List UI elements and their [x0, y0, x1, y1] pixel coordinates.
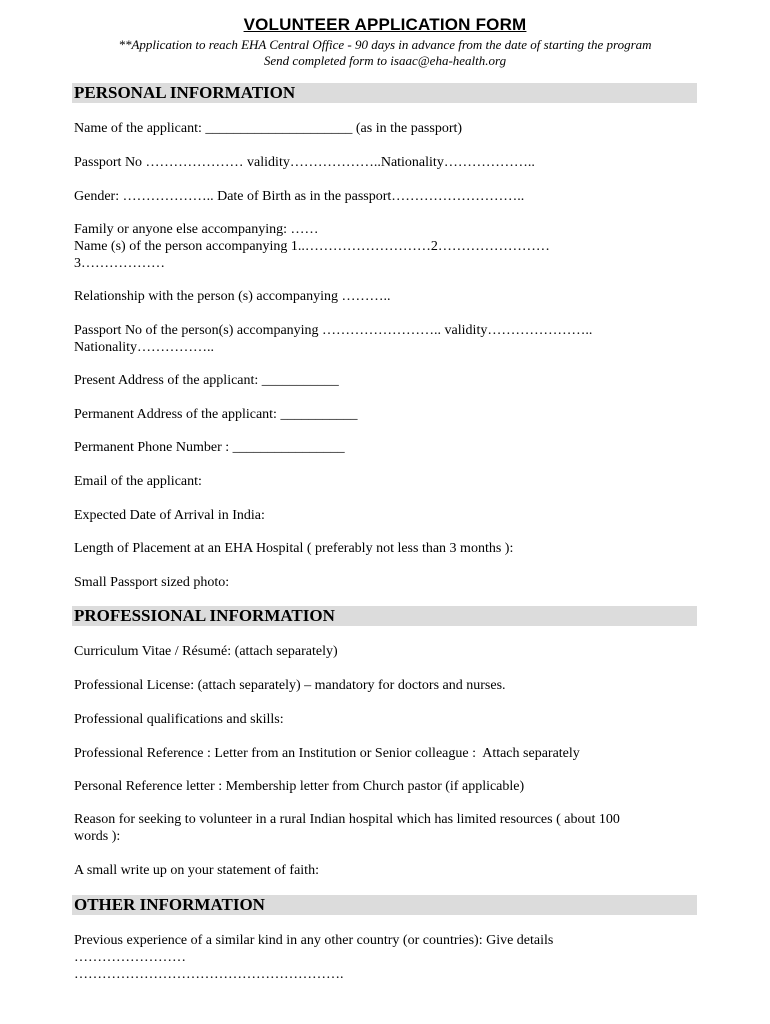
field-passport-photo: Small Passport sized photo: [74, 575, 230, 590]
field-personal-reference: Personal Reference letter : Membership letter from Church pastor (if applicable) [74, 779, 525, 794]
section-heading-other: OTHER INFORMATION [72, 895, 697, 915]
field-family-accompanying: Family or anyone else accompanying: …… [74, 222, 319, 237]
field-previous-experience-dots-2: …………………………………………………. [74, 967, 344, 982]
field-reason-cont: words ): [74, 829, 121, 844]
field-email: Email of the applicant: [74, 474, 202, 489]
field-professional-reference: Professional Reference : Letter from an Institution or Senior colleague : Attach separately [74, 746, 580, 761]
field-qualifications: Professional qualifications and skills: [74, 712, 284, 727]
field-present-address: Present Address of the applicant: ___________ [74, 373, 339, 388]
field-previous-experience: Previous experience of a similar kind in any other country (or countries): Give details [74, 933, 554, 948]
field-arrival-date: Expected Date of Arrival in India: [74, 508, 265, 523]
form-title: VOLUNTEER APPLICATION FORM [243, 15, 527, 34]
field-accompanying-names: Name (s) of the person accompanying 1..………………………2…………………… [74, 239, 550, 254]
field-passport: Passport No ………………… validity………………..Nationality……………….. [74, 155, 535, 170]
field-reason: Reason for seeking to volunteer in a rural Indian hospital which has limited resources ( about 100 [74, 812, 620, 827]
form-subtitle-email: Send completed form to isaac@eha-health.org [263, 53, 507, 68]
field-license: Professional License: (attach separately) – mandatory for doctors and nurses. [74, 678, 506, 693]
field-accompanying-names-3: 3……………… [74, 256, 165, 271]
field-applicant-name: Name of the applicant: _____________________ (as in the passport) [74, 121, 463, 136]
field-gender-dob: Gender: ……………….. Date of Birth as in the passport……………………….. [74, 189, 525, 204]
field-previous-experience-dots-1: …………………… [74, 950, 186, 965]
field-cv: Curriculum Vitae / Résumé: (attach separately) [74, 644, 338, 659]
section-heading-personal: PERSONAL INFORMATION [72, 83, 697, 103]
form-subtitle-deadline: **Application to reach EHA Central Office - 90 days in advance from the date of starting the program [118, 37, 652, 52]
field-accompanying-passport: Passport No of the person(s) accompanying …………………….. validity………………….. [74, 323, 593, 338]
field-phone: Permanent Phone Number : ________________ [74, 440, 345, 455]
field-permanent-address: Permanent Address of the applicant: ___________ [74, 407, 358, 422]
section-heading-professional: PROFESSIONAL INFORMATION [72, 606, 697, 626]
field-accompanying-nationality: Nationality…………….. [74, 340, 214, 355]
field-relationship: Relationship with the person (s) accompanying ……….. [74, 289, 391, 304]
field-statement-of-faith: A small write up on your statement of faith: [74, 863, 319, 878]
field-placement-length: Length of Placement at an EHA Hospital ( preferably not less than 3 months ): [74, 541, 514, 556]
